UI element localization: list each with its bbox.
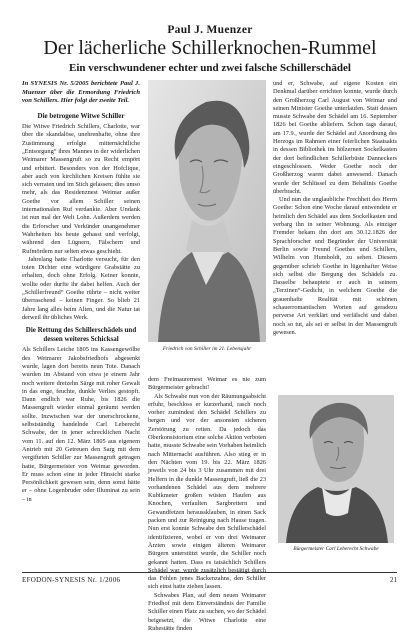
footer-publication: EFODON-SYNESIS Nr. 1/2006 xyxy=(22,576,121,584)
footer-rule xyxy=(22,572,397,573)
schwabe-portrait-image xyxy=(278,395,394,543)
paragraph: Und nun die unglaubliche Frechheit des Herrn Goethe: Schon eine Woche darauf entwendete er heimlich den Schädel aus dem Sockelkasten und verbarg ihn in seiner Wohnung. Als einziger Fremder bekam ihn dort am 30.12.1826 der Sprachforscher und Begründer der Universität Berlin sowie Freund Goethes und Schillers, Wilhelm von Humboldt, zu sehen. Diesem gegenüber schrieb Goethe in lügenhafter Weise sich selbst die Bergung des Schädels zu. Dasselbe behauptete er auch in seinem „Terzinen“-Gedicht, in welchem Goethe die grauenhafte Realität mit schönen schauerromantischen Worten auf geradezu perverse Art verklärt und verfälscht und dabei noch so tut, als sei er selbst in der Massengruft gewesen. xyxy=(273,196,397,336)
paragraph: und er, Schwabe, auf eigene Kosten ein Denkmal darüber errichten konnte, wurde durch den Großherzog Carl August von Weimar und seinen Minister Goethe unterlaufen. Statt dessen musste Schwabe den Schädel am 16. September 1826 bei Goethe abliefern. Schon tags darauf, am 17.9., wurde der Schädel auf Anordnung des Herzogs im Rahmen einer feierlichen Staatsakts in dessen Bibliothek im hölzernen Sockelkasten der dort befindlichen Schillerbüste Danneckers eingeschlossen. Weder Goethe noch der Großherzog waren dabei anwesend. Danach wurde der Schlüssel zu dem Behältnis Goethe überbracht. xyxy=(273,80,397,195)
schiller-portrait-drawing xyxy=(148,80,266,342)
article-author: Paul J. Muenzer xyxy=(167,24,253,36)
paragraph: Jahrelang hatte Charlotte versucht, für den toten Dichter eine würdigere Grabstätte zu erhalten, doch ohne Erfolg. Keiner konnte, wollte oder durfte ihr dabei helfen. Auch der „Schillerfreund“ Goethe rührte – nicht weiter überraschend – keinen Finger. So blieb 21 Jahre lang alles beim Alten, und die Natur tat derweil ihr übliches Werk. xyxy=(22,255,140,321)
section-heading-skull-rescue: Die Rettung des Schillerschädels und dessen weiteres Schicksal xyxy=(25,326,137,343)
text-column-1 xyxy=(22,80,140,570)
paragraph: Als Schwabe nun von der Räumungsabsicht erfuhr, beschloss er kurzerhand, rasch noch vorher zumindest den Schädel Schillers zu bergen und vor der ansonsten sicheren Zerstörung zu retten. Da jedoch das Oberkonsistorium eine solche Aktion verboten hatte, musste Schwabe sein Vorhaben heimlich nach Mitternacht ausführen. Also stieg er in den Nächten vom 19. bis 22. März 1826 jeweils von 24 bis 3 Uhr zusammen mit drei Helfern in die dunkle Massengruft, ließ die 23 vorhandenen Schädel aus dem mehrere Kubikmeter großen wüsten Haufen aus Knochen, verfaulten Sargbrettern und Gewandfetzen heraussklauben, in einen Sack packen und zur Reinigung nach Hause tragen. Nun erst konnte Schwabe den Schillerschädel identifizieren, wobei er von drei Weimarer Ärzten sowie einigen älteren Weimarer Bürgern unterstützt wurde, die Schiller noch gekannt hatten. Dass es tatsächlich Schillers Schädel war, wurde zusätzlich bestätigt durch das Fehlen jenes Backenzahns, den Schiller sich einst hatte ziehen lassen. xyxy=(148,392,266,591)
page-number: 21 xyxy=(390,576,397,584)
paragraph: dem Freimaurernest Weimar es nie zum Bürgermeister gebracht! xyxy=(148,376,266,392)
schiller-portrait-caption: Friedrich von Schiller im 21. Lebensjahr xyxy=(162,346,252,352)
paragraph: Die Witwe Friedrich Schillers, Charlotte, war über die skandalöse, unehrenhafte, ohne ihre Zustimmung erfolgte mitternächtliche „Entsorgung“ ihres Mannes in der widerlichen Weimarer Massengruft so zu Recht empört und erbittert. Besonders von der Hofclique, aber auch von kirchlichen Kreisen fühlte sie sich verraten und im Stich gelassen; dies umso mehr, als das Residenznest Weimar außer Goethe vor allem Schiller seinen internationalen Ruf verdankte. Aber Undank ist nun mal der Welt Lohn. Außerdem werden die Erforscher und Verkünder unangenehmer Wahrheiten bis heute gehasst und verfolgt, während den Lügnern, Fälschern und Rufmördern nur selten etwas geschieht. xyxy=(22,123,140,255)
article-subtitle: Ein verschwundener echter und zwei falsche Schillerschädel xyxy=(69,62,351,74)
schwabe-portrait-caption: Bürgermeister Carl Leberecht Schwabe xyxy=(293,546,379,552)
schwabe-portrait-drawing xyxy=(278,395,394,543)
article-intro: In SYNESIS Nr. 5/2005 berichtete Paul J. Muenzer über die Ermordung Friedrich von Schillers. Hier folgt der zweite Teil. xyxy=(22,80,140,104)
schiller-portrait-image xyxy=(148,80,266,342)
article-title: Der lächerliche Schillerknochen-Rummel xyxy=(43,37,377,59)
section-heading-widow: Die betrogene Witwe Schiller xyxy=(37,111,125,120)
paragraph: Schwabes Plan, auf dem neuen Weimarer Friedhof mit dem Einverständnis der Familie Schiller einen Platz zu suchen, wo der Schädel beigesetzt, die Witwe Charlotte eine Ruhestätte finden xyxy=(148,591,266,632)
text-column-2 xyxy=(148,376,266,632)
paragraph: Als Schillers Leiche 1805 ins Kassengewölbe des Weimarer Jakobsfriedhofs abgesenkt wurde, lagen dort bereits neun Tote. Danach wurden im Abstand von etwa je einem Jahr noch weitere dreizehn Särge mit roher Gewalt in das enge, feuchte, dunkle Verlies gestopft. Dann endlich war Ruhe, bis 1826 die Massengruft wieder einmal geräumt werden sollte. Inzwischen war der unerschrockene, selbstständig handelnde Carl Leberecht Schwabe, der in jener schrecklichen Nacht vom 11. auf den 12. März 1805 aus eigenem Antrieb mit 20 Getreuen den Sarg mit dem vergifteten Schiller zur Massengruft getragen hatte, Bürgermeister von Weimar geworden. Er muss schon eine in jeder Hinsicht starke Persönlichkeit gewesen sein, denn sonst hätte er – ohne Logenbruder oder Illuminat zu sein – in xyxy=(22,346,140,503)
